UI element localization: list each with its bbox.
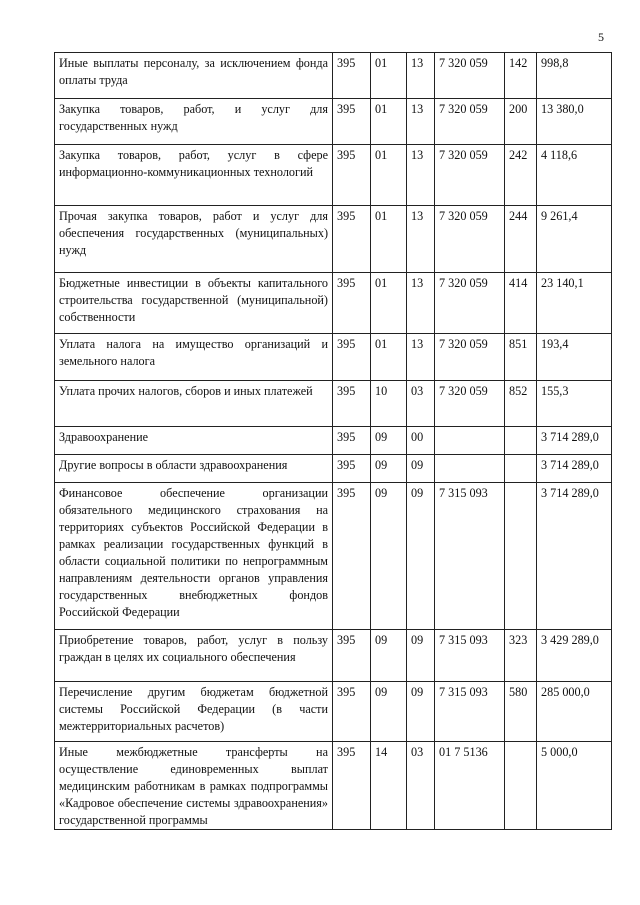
table-row (55, 53, 612, 99)
row-vr-cell: 200 (505, 99, 537, 145)
row-rz-cell: 01 (371, 99, 407, 145)
table-row (55, 483, 612, 630)
row-sum-cell: 998,8 (537, 53, 612, 99)
row-ved-cell: 395 (333, 381, 371, 427)
row-vr-cell: 242 (505, 145, 537, 206)
row-name-cell: Иные межбюджетные трансферты на осуществление единовременных выплат медицинским работникам в рамках подпрограммы «Кадровое обеспечение системы здравоохранения» государственной программы (55, 742, 333, 830)
table-row (55, 455, 612, 483)
row-rz-cell: 01 (371, 273, 407, 334)
row-pr-cell: 13 (407, 53, 435, 99)
row-rz-cell: 10 (371, 381, 407, 427)
row-ved-cell: 395 (333, 145, 371, 206)
row-name-cell: Бюджетные инвестиции в объекты капитального строительства государственной (муниципальной) собственности (55, 273, 333, 334)
row-csr-cell: 01 7 5136 (435, 742, 505, 830)
row-rz-cell: 09 (371, 682, 407, 742)
row-csr-cell (435, 455, 505, 483)
row-csr-cell: 7 320 059 (435, 381, 505, 427)
table-row (55, 334, 612, 381)
row-name-cell: Финансовое обеспечение организации обязательного медицинского страхования на территориях субъектов Российской Федерации в рамках реализации государственных функций в области социальной политики по непрограммным направлениям деятельности органов управления государственных внебюджетных фондов Российской Федерации (55, 483, 333, 630)
row-sum-cell: 9 261,4 (537, 206, 612, 273)
row-pr-cell: 03 (407, 742, 435, 830)
row-rz-cell: 09 (371, 630, 407, 682)
row-rz-cell: 09 (371, 427, 407, 455)
row-csr-cell: 7 315 093 (435, 682, 505, 742)
row-ved-cell: 395 (333, 273, 371, 334)
row-ved-cell: 395 (333, 742, 371, 830)
row-sum-cell: 13 380,0 (537, 99, 612, 145)
row-name-cell: Здравоохранение (55, 427, 333, 455)
row-rz-cell: 01 (371, 206, 407, 273)
table-row (55, 630, 612, 682)
row-ved-cell: 395 (333, 427, 371, 455)
row-name-cell: Перечисление другим бюджетам бюджетной системы Российской Федерации (в части межтерриториальных расчетов) (55, 682, 333, 742)
row-csr-cell: 7 320 059 (435, 99, 505, 145)
row-name-cell: Уплата прочих налогов, сборов и иных платежей (55, 381, 333, 427)
row-vr-cell: 851 (505, 334, 537, 381)
row-ved-cell: 395 (333, 53, 371, 99)
row-vr-cell: 414 (505, 273, 537, 334)
row-pr-cell: 09 (407, 630, 435, 682)
row-name-cell: Закупка товаров, работ, услуг в сфере информационно-коммуникационных технологий (55, 145, 333, 206)
row-pr-cell: 13 (407, 273, 435, 334)
row-sum-cell: 5 000,0 (537, 742, 612, 830)
row-sum-cell: 285 000,0 (537, 682, 612, 742)
row-rz-cell: 01 (371, 334, 407, 381)
row-name-cell: Закупка товаров, работ, и услуг для государственных нужд (55, 99, 333, 145)
row-pr-cell: 09 (407, 682, 435, 742)
row-name-cell: Иные выплаты персоналу, за исключением фонда оплаты труда (55, 53, 333, 99)
row-vr-cell: 244 (505, 206, 537, 273)
row-ved-cell: 395 (333, 334, 371, 381)
row-csr-cell: 7 315 093 (435, 630, 505, 682)
row-vr-cell: 323 (505, 630, 537, 682)
table-row (55, 99, 612, 145)
row-rz-cell: 09 (371, 483, 407, 630)
row-vr-cell (505, 483, 537, 630)
row-pr-cell: 03 (407, 381, 435, 427)
row-sum-cell: 3 429 289,0 (537, 630, 612, 682)
budget-table (54, 52, 612, 830)
row-sum-cell: 4 118,6 (537, 145, 612, 206)
row-pr-cell: 13 (407, 334, 435, 381)
page-number: 5 (598, 30, 604, 44)
row-csr-cell: 7 320 059 (435, 206, 505, 273)
row-rz-cell: 01 (371, 53, 407, 99)
row-rz-cell: 14 (371, 742, 407, 830)
row-pr-cell: 00 (407, 427, 435, 455)
row-pr-cell: 09 (407, 455, 435, 483)
row-sum-cell: 193,4 (537, 334, 612, 381)
row-csr-cell: 7 320 059 (435, 53, 505, 99)
row-pr-cell: 09 (407, 483, 435, 630)
row-sum-cell: 3 714 289,0 (537, 483, 612, 630)
table-row (55, 742, 612, 830)
table-row (55, 206, 612, 273)
row-vr-cell: 580 (505, 682, 537, 742)
row-sum-cell: 155,3 (537, 381, 612, 427)
row-ved-cell: 395 (333, 99, 371, 145)
row-sum-cell: 23 140,1 (537, 273, 612, 334)
row-vr-cell (505, 427, 537, 455)
row-name-cell: Приобретение товаров, работ, услуг в пользу граждан в целях их социального обеспечения (55, 630, 333, 682)
row-csr-cell (435, 427, 505, 455)
row-pr-cell: 13 (407, 206, 435, 273)
row-vr-cell (505, 742, 537, 830)
table-row (55, 381, 612, 427)
row-ved-cell: 395 (333, 206, 371, 273)
table-row (55, 145, 612, 206)
row-sum-cell: 3 714 289,0 (537, 427, 612, 455)
row-ved-cell: 395 (333, 630, 371, 682)
row-rz-cell: 09 (371, 455, 407, 483)
table-row (55, 427, 612, 455)
row-csr-cell: 7 315 093 (435, 483, 505, 630)
row-ved-cell: 395 (333, 682, 371, 742)
row-name-cell: Другие вопросы в области здравоохранения (55, 455, 333, 483)
row-pr-cell: 13 (407, 99, 435, 145)
row-name-cell: Уплата налога на имущество организаций и земельного налога (55, 334, 333, 381)
row-name-cell: Прочая закупка товаров, работ и услуг для обеспечения государственных (муниципальных) нужд (55, 206, 333, 273)
row-rz-cell: 01 (371, 145, 407, 206)
row-vr-cell: 142 (505, 53, 537, 99)
table-row (55, 682, 612, 742)
row-csr-cell: 7 320 059 (435, 145, 505, 206)
row-ved-cell: 395 (333, 483, 371, 630)
row-csr-cell: 7 320 059 (435, 334, 505, 381)
row-vr-cell: 852 (505, 381, 537, 427)
row-csr-cell: 7 320 059 (435, 273, 505, 334)
row-ved-cell: 395 (333, 455, 371, 483)
row-pr-cell: 13 (407, 145, 435, 206)
table-row (55, 273, 612, 334)
row-vr-cell (505, 455, 537, 483)
row-sum-cell: 3 714 289,0 (537, 455, 612, 483)
